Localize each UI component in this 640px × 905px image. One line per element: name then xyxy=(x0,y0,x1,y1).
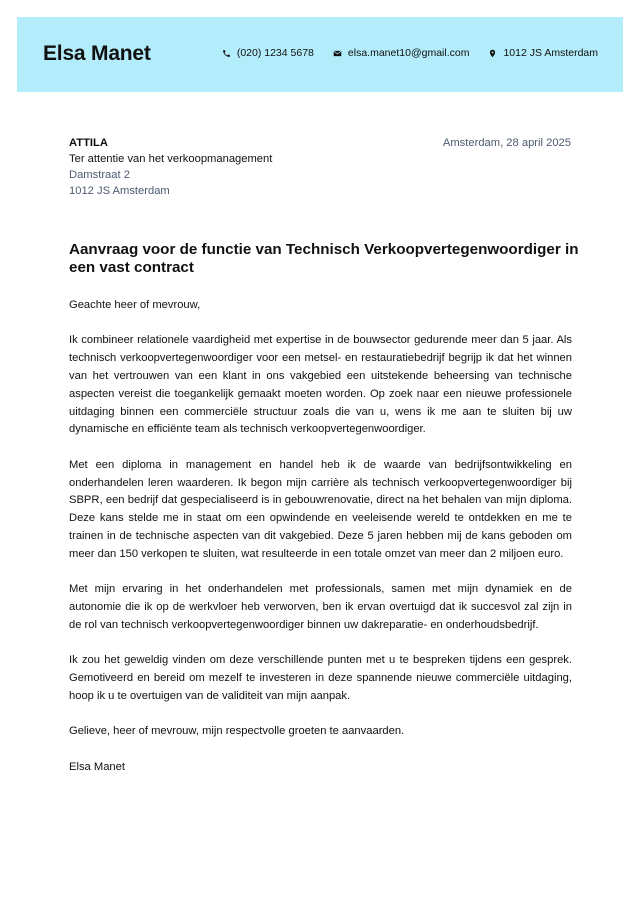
salutation: Geachte heer of mevrouw, xyxy=(69,299,201,311)
phone-text: (020) 1234 5678 xyxy=(236,47,314,59)
recipient-attention: Ter attentie van het verkoopmanagement xyxy=(69,153,273,165)
recipient-street: Damstraat 2 xyxy=(69,169,130,181)
body-paragraph: Met mijn ervaring in het onderhandelen met professionals, samen met mijn dynamiek en de autonomie die ik op de werkvloer heb verworven, ben ik ervan overtuigd dat ik succesvol zal zijn in de rol van technisch verkoopvertegenwoordiger binnen uw dakreparatie- en onderhoudsbedrijf. xyxy=(69,583,572,631)
sender-name: Elsa Manet xyxy=(43,42,151,65)
letter-body xyxy=(69,297,572,794)
body-paragraph: Ik zou het geweldig vinden om deze verschillende punten met u te bespreken tijdens een gesprek. Gemotiveerd en bereid om mezelf te investeren in deze spannende nieuwe commerciële uitdaging, hoop ik u te overtuigen van de validiteit van mijn aanpak. xyxy=(69,654,572,702)
contact-info xyxy=(222,47,598,59)
body-paragraph: Ik combineer relationele vaardigheid met expertise in de bouwsector gedurende meer dan 5 jaar. Als technisch verkoopvertegenwoordiger voor een metsel- en restauratiebedrijf begrijp ik dat het winnen van het vertrouwen van een klant in ons vakgebied een uitstekende beheersing van technische aspecten vereist die toegankelijk gemaakt moeten worden. Op zoek naar een nieuwe professionele uitdaging binnen een commerciële structuur zoals die van u, wens ik me aan te sluiten bij uw dynamische en efficiënte team als technisch verkoopvertegenwoordiger. xyxy=(69,334,572,436)
letter-subject: Aanvraag voor de functie van Technisch Verkoopvertegenwoordiger in een vast contract xyxy=(69,241,579,276)
signature: Elsa Manet xyxy=(69,760,125,773)
recipient-postal-city: 1012 JS Amsterdam xyxy=(69,185,170,197)
phone-icon xyxy=(222,49,231,58)
contact-phone xyxy=(222,47,314,59)
body-paragraph: Met een diploma in management en handel heb ik de waarde van bedrijfsontwikkeling en onderhandelen leren waarderen. Ik begon mijn carrière als technisch verkoopvertegenwoordiger bij SBPR, een bedrijf dat gespecialiseerd is in gebouwrenovatie, direct na het behalen van mijn diploma. Deze kans stelde me in staat om een opwindende en veeleisende wereld te ontdekken en me te trainen in de technische aspecten van dit vakgebied. Deze 5 jaren hebben mij de kans geboden om meer dan 150 verkopen te sluiten, wat resulteerde in een totale omzet van meer dan 2 miljoen euro. xyxy=(69,458,572,560)
contact-email xyxy=(333,47,470,59)
recipient-block xyxy=(69,135,272,199)
location-text: 1012 JS Amsterdam xyxy=(503,47,598,59)
map-pin-icon xyxy=(488,49,497,58)
email-text: elsa.manet10@gmail.com xyxy=(347,47,470,59)
closing: Gelieve, heer of mevrouw, mijn respectvolle groeten te aanvaarden. xyxy=(69,725,405,738)
contact-location xyxy=(488,47,598,59)
place-date: Amsterdam, 28 april 2025 xyxy=(442,137,571,149)
envelope-icon xyxy=(333,49,342,58)
letter-header xyxy=(17,17,623,92)
recipient-company: ATTILA xyxy=(69,137,108,149)
